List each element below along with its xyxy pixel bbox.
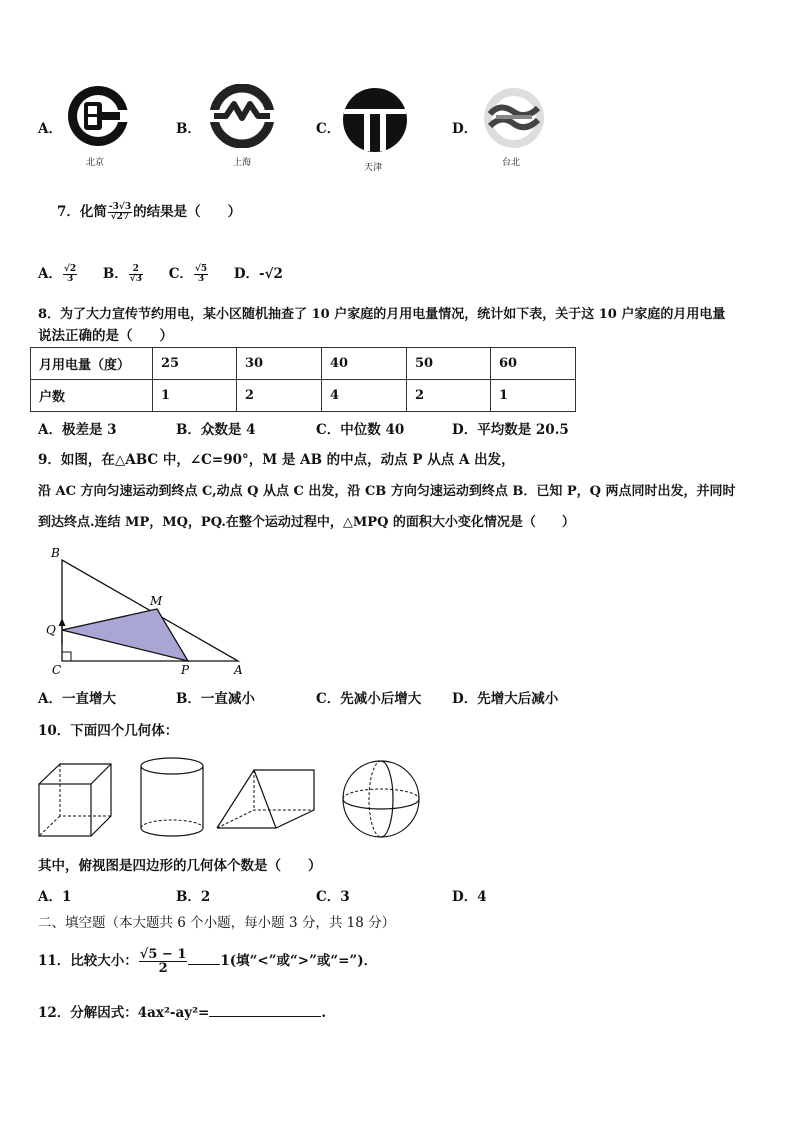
q7-option-b: B． <box>102 266 128 282</box>
q7-suffix: 的结果是（ ） <box>133 204 242 220</box>
taipei-label: 台北 <box>502 158 521 168</box>
table-row: 月用电量（度） 25 30 40 50 60 <box>31 348 576 380</box>
q10-option-b: B．2 <box>176 889 211 905</box>
option-b-letter: B． <box>176 121 201 137</box>
section-2-heading: 二、填空题（本大题共 6 个小题，每小题 3 分，共 18 分） <box>38 915 396 931</box>
q10-title: 10．下面四个几何体： <box>38 723 179 739</box>
label-p: P <box>181 663 190 677</box>
label-a: A <box>234 663 243 677</box>
q8-option-d: D．平均数是 20.5 <box>452 422 569 438</box>
q7-option-c: C． <box>168 266 193 282</box>
q9-line2: 沿 AC 方向匀速运动到终点 C,动点 Q 从点 C 出发，沿 CB 方向匀速运动到终点 B．已知 P，Q 两点同时出发，并同时 <box>38 484 736 499</box>
q11-fraction: $\frac{√5 - 1}{2}$ <box>139 947 187 976</box>
option-a-letter: A． <box>38 121 62 137</box>
table-row: 户数 1 2 4 2 1 <box>31 380 576 412</box>
label-q: Q <box>46 623 56 637</box>
beijing-metro-logo-icon <box>64 84 132 150</box>
beijing-label: 北京 <box>86 158 105 168</box>
q8-option-b: B．众数是 4 <box>176 422 256 438</box>
option-d-letter: D． <box>452 121 478 137</box>
q7-fraction: $\frac{-3√3}{√27}$ <box>108 202 132 222</box>
q7-stem <box>57 203 241 222</box>
q9-option-a: A．一直增大 <box>38 691 116 707</box>
shanghai-label: 上海 <box>233 158 252 168</box>
option-c-letter: C． <box>316 121 341 137</box>
q7-option-a: A． <box>38 266 62 282</box>
q9-option-b: B．一直减小 <box>176 691 255 707</box>
q9-option-c: C．先减小后增大 <box>316 691 422 707</box>
q9-line1: 9．如图，在△ABC 中，∠C=90°，M 是 AB 的中点，动点 P 从点 A 出发， <box>38 452 515 468</box>
q8-option-c: C．中位数 40 <box>316 422 405 438</box>
q8-line1: 8．为了大力宣传节约用电，某小区随机抽查了 10 户家庭的月用电量情况，统计如下表，关于这 10 户家庭的月用电量 <box>38 307 726 322</box>
q7-options: A． $\frac{√2}{3}$ B． $\frac{2}{√3}$ C． $\frac{√5}{3}$ D．-√2 <box>38 264 283 284</box>
q10-option-c: C．3 <box>316 889 350 905</box>
q9-line3: 到达终点.连结 MP，MQ，PQ.在整个运动过程中，△MPQ 的面积大小变化情况是（ ） <box>38 515 575 530</box>
taipei-metro-logo-icon <box>480 86 548 150</box>
q12-answer-blank[interactable] <box>209 1004 321 1017</box>
label-m: M <box>150 594 163 608</box>
cylinder-icon <box>138 756 206 840</box>
q12-stem: 12．分解因式：4ax²-ay²= . <box>38 1005 327 1021</box>
q7-prefix: 7．化简 <box>57 204 107 220</box>
triangle-figure <box>40 543 260 678</box>
tianjin-label: 天津 <box>364 163 383 173</box>
q7-option-d: D．-√2 <box>233 266 283 282</box>
q10-question: 其中，俯视图是四边形的几何体个数是（ ） <box>38 858 322 874</box>
q8-line2: 说法正确的是（ ） <box>38 328 173 344</box>
q9-option-d: D．先增大后减小 <box>452 691 559 707</box>
sphere-icon <box>340 758 422 840</box>
q8-option-a: A．极差是 3 <box>38 422 117 438</box>
label-b: B <box>51 546 60 560</box>
q10-option-a: A．1 <box>38 889 72 905</box>
q10-option-d: D．4 <box>452 889 487 905</box>
electricity-table <box>30 347 576 412</box>
q11-stem: 11．比较大小： $\frac{√5 - 1}{2}$ 1(填“<”或“>”或“=”)． <box>38 947 378 976</box>
label-c: C <box>52 663 62 677</box>
shanghai-metro-logo-icon <box>208 84 276 148</box>
tianjin-metro-logo-icon <box>342 87 408 153</box>
q11-answer-blank[interactable] <box>188 952 220 965</box>
cube-icon <box>36 760 116 840</box>
triangular-prism-icon <box>214 766 320 832</box>
